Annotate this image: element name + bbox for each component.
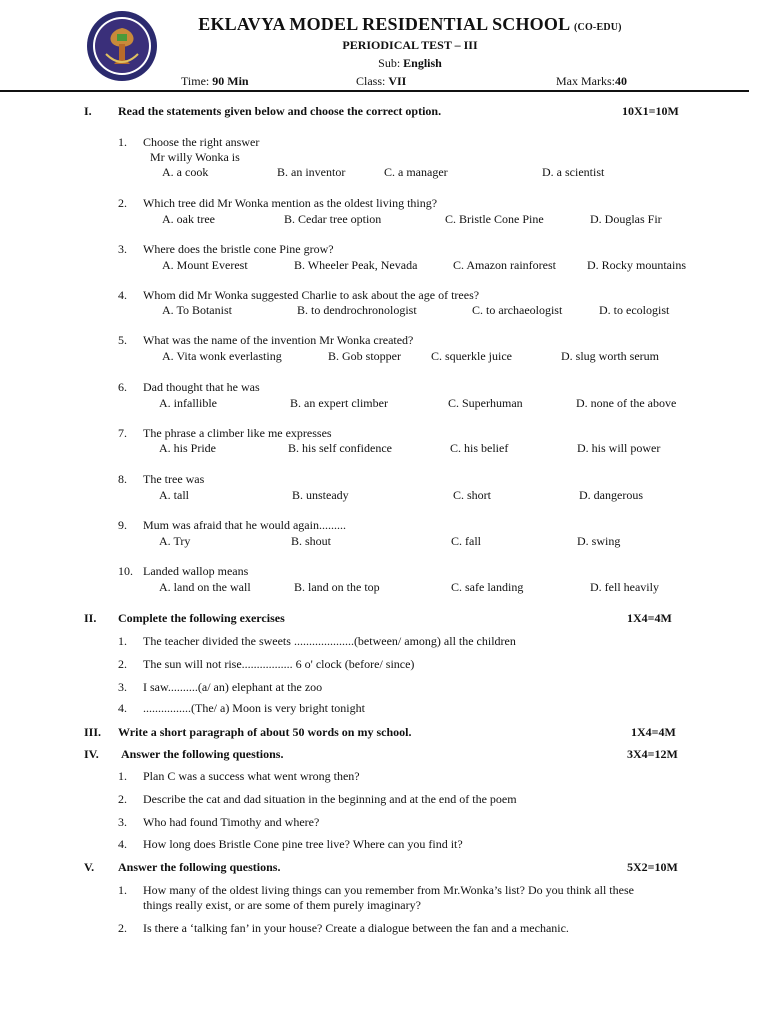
s2-item-2-text: The sun will not rise................. 6 o' clock (before/ since): [143, 657, 415, 671]
q10-number: 10.: [118, 564, 133, 578]
q3-option-a: A. Mount Everest: [162, 258, 248, 272]
q6-text: Dad thought that he was: [143, 380, 260, 394]
q5-number: 5.: [118, 333, 127, 347]
q1-text: Choose the right answer: [143, 135, 260, 149]
s2-item-1-text: The teacher divided the sweets ....................(between/ among) all the children: [143, 634, 516, 648]
school-name: [0, 14, 768, 35]
class-label: Class:: [356, 74, 386, 88]
time-value: 90 Min: [212, 74, 249, 88]
s5-item-1-text-line2: things really exist, or are some of them purely imaginary?: [143, 898, 421, 912]
q3-number: 3.: [118, 242, 127, 256]
school-name-text: EKLAVYA MODEL RESIDENTIAL SCHOOL: [198, 14, 570, 34]
section-1-instruction: Read the statements given below and choose the correct option.: [118, 104, 442, 118]
q5-text: What was the name of the invention Mr Wonka created?: [143, 333, 414, 347]
q10-option-a: A. land on the wall: [159, 580, 251, 594]
q6-number: 6.: [118, 380, 127, 394]
q7-text: The phrase a climber like me expresses: [143, 426, 332, 440]
q7-number: 7.: [118, 426, 127, 440]
q1-number: 1.: [118, 135, 127, 149]
q5-option-a: A. Vita wonk everlasting: [162, 349, 282, 363]
q4-option-d: D. to ecologist: [599, 303, 670, 317]
q4-option-a: A. To Botanist: [162, 303, 232, 317]
q2-option-b: B. Cedar tree option: [284, 212, 382, 226]
q10-text: Landed wallop means: [143, 564, 249, 578]
q7-option-d: D. his will power: [577, 441, 661, 455]
section-2-instruction: Complete the following exercises: [118, 611, 285, 625]
q7-option-c: C. his belief: [450, 441, 509, 455]
q8-number: 8.: [118, 472, 127, 486]
section-5-number: V.: [84, 860, 95, 874]
q2-option-a: A. oak tree: [162, 212, 215, 226]
s2-item-4-text: ................(The/ a) Moon is very bright tonight: [143, 701, 365, 715]
s5-item-1-number: 1.: [118, 883, 127, 897]
time-line: [181, 74, 249, 89]
section-5-instruction: Answer the following questions.: [118, 860, 281, 874]
q9-option-c: C. fall: [451, 534, 481, 548]
q8-option-d: D. dangerous: [579, 488, 643, 502]
q9-option-d: D. swing: [577, 534, 621, 548]
q9-number: 9.: [118, 518, 127, 532]
s5-item-2-text: Is there a ‘talking fan’ in your house? Create a dialogue between the fan and a mechanic.: [143, 921, 569, 935]
q5-option-c: C. squerkle juice: [431, 349, 512, 363]
q10-option-b: B. land on the top: [294, 580, 380, 594]
subject-line: [0, 56, 768, 71]
s2-item-3-number: 3.: [118, 680, 127, 694]
q2-text: Which tree did Mr Wonka mention as the oldest living thing?: [143, 196, 438, 210]
q3-option-c: C. Amazon rainforest: [453, 258, 556, 272]
q4-option-c: C. to archaeologist: [472, 303, 563, 317]
s2-item-2-number: 2.: [118, 657, 127, 671]
test-title: PERIODICAL TEST – III: [342, 38, 478, 52]
s5-item-2-number: 2.: [118, 921, 127, 935]
s4-item-3-number: 3.: [118, 815, 127, 829]
header-divider: [0, 90, 749, 92]
section-1-number: I.: [84, 104, 92, 118]
q6-option-c: C. Superhuman: [448, 396, 523, 410]
q1-option-a: A. a cook: [162, 165, 209, 179]
q9-option-b: B. shout: [291, 534, 332, 548]
q8-option-a: A. tall: [159, 488, 189, 502]
q8-option-b: B. unsteady: [292, 488, 349, 502]
section-4-marks: 3X4=12M: [627, 747, 678, 761]
q8-text: The tree was: [143, 472, 205, 486]
q7-option-a: A. his Pride: [159, 441, 216, 455]
q10-option-d: D. fell heavily: [590, 580, 659, 594]
q1-text-line2: Mr willy Wonka is: [150, 150, 240, 164]
s2-item-3-text: I saw..........(a/ an) elephant at the zoo: [143, 680, 323, 694]
s4-item-2-number: 2.: [118, 792, 127, 806]
q6-option-b: B. an expert climber: [290, 396, 388, 410]
q2-option-c: C. Bristle Cone Pine: [445, 212, 544, 226]
q2-option-d: D. Douglas Fir: [590, 212, 662, 226]
q4-number: 4.: [118, 288, 127, 302]
coedu-label: (CO-EDU): [574, 22, 622, 33]
q5-option-b: B. Gob stopper: [328, 349, 401, 363]
s2-item-4-number: 4.: [118, 701, 127, 715]
q6-option-a: A. infallible: [159, 396, 217, 410]
q1-option-d: D. a scientist: [542, 165, 605, 179]
subject-value: English: [403, 56, 442, 70]
s4-item-1-number: 1.: [118, 769, 127, 783]
s4-item-4-number: 4.: [118, 837, 127, 851]
q4-option-b: B. to dendrochronologist: [297, 303, 417, 317]
q1-option-c: C. a manager: [384, 165, 448, 179]
class-value: VII: [388, 74, 407, 88]
s2-item-1-number: 1.: [118, 634, 127, 648]
max-marks-label: Max Marks:: [556, 74, 615, 88]
section-4-instruction: Answer the following questions.: [121, 747, 284, 761]
q5-option-d: D. slug worth serum: [561, 349, 659, 363]
q4-text: Whom did Mr Wonka suggested Charlie to ask about the age of trees?: [143, 288, 480, 302]
s4-item-2-text: Describe the cat and dad situation in the beginning and at the end of the poem: [143, 792, 517, 806]
s4-item-3-text: Who had found Timothy and where?: [143, 815, 320, 829]
section-5-marks: 5X2=10M: [627, 860, 678, 874]
q2-number: 2.: [118, 196, 127, 210]
q3-text: Where does the bristle cone Pine grow?: [143, 242, 334, 256]
section-3-instruction: Write a short paragraph of about 50 words on my school.: [118, 725, 412, 739]
q6-option-d: D. none of the above: [576, 396, 677, 410]
max-marks-value: 40: [615, 74, 627, 88]
s4-item-1-text: Plan C was a success what went wrong then?: [143, 769, 360, 783]
section-2-marks: 1X4=4M: [627, 611, 672, 625]
q1-option-b: B. an inventor: [277, 165, 346, 179]
section-3-marks: 1X4=4M: [631, 725, 676, 739]
max-marks-line: [556, 74, 627, 89]
q9-option-a: A. Try: [159, 534, 191, 548]
q3-option-b: B. Wheeler Peak, Nevada: [294, 258, 418, 272]
q3-option-d: D. Rocky mountains: [587, 258, 686, 272]
section-4-number: IV.: [84, 747, 99, 761]
section-3-number: III.: [84, 725, 102, 739]
time-label: Time:: [181, 74, 210, 88]
q9-text: Mum was afraid that he would again.........: [143, 518, 346, 532]
q7-option-b: B. his self confidence: [288, 441, 392, 455]
q10-option-c: C. safe landing: [451, 580, 524, 594]
subject-label: Sub:: [378, 56, 401, 70]
section-2-number: II.: [84, 611, 97, 625]
q8-option-c: C. short: [453, 488, 492, 502]
class-line: [356, 74, 406, 89]
section-1-marks: 10X1=10M: [622, 104, 679, 118]
s5-item-1-text: How many of the oldest living things can you remember from Mr.Wonka’s list? Do you think all these: [143, 883, 634, 897]
s4-item-4-text: How long does Bristle Cone pine tree live? Where can you find it?: [143, 837, 463, 851]
